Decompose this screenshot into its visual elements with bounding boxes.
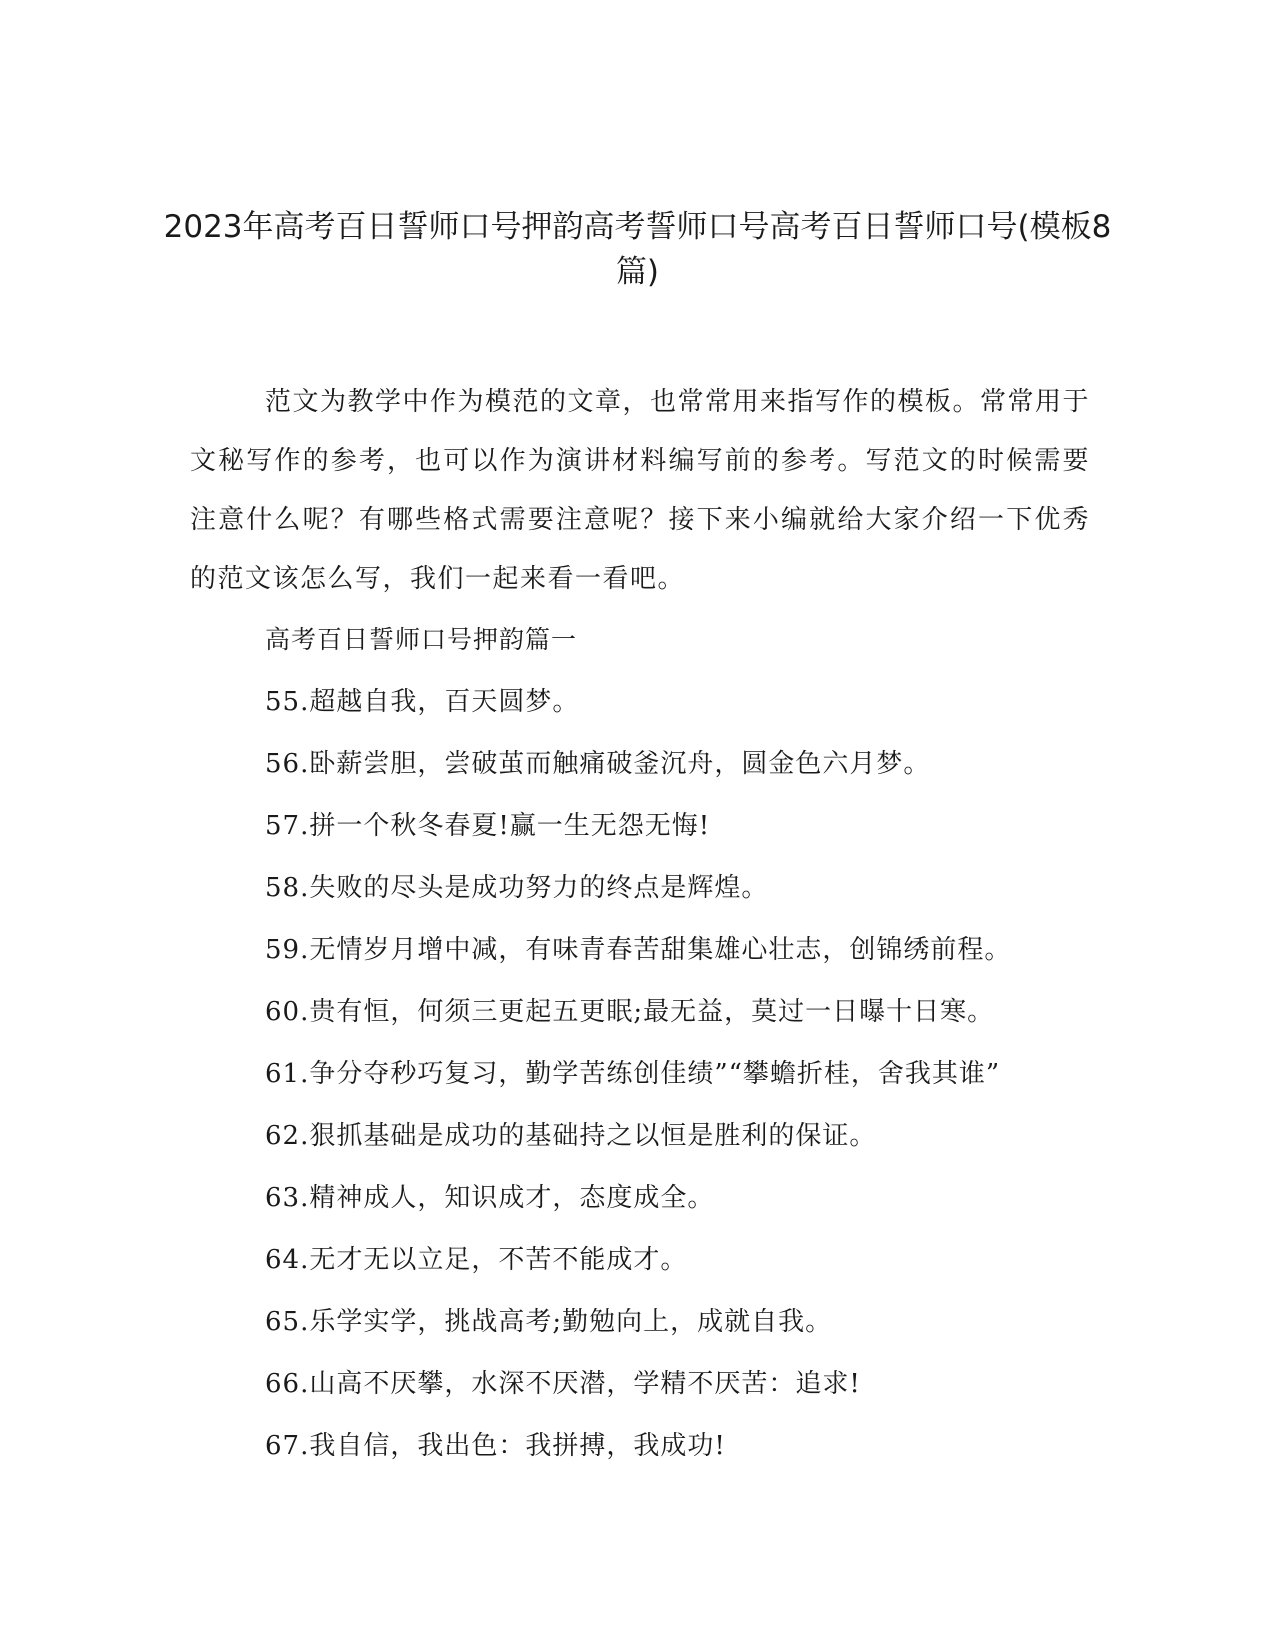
slogan-item: 63.精神成人，知识成才，态度成全。 [265,1183,715,1213]
slogan-item: 56.卧薪尝胆，尝破茧而触痛破釜沉舟，圆金色六月梦。 [265,749,931,779]
document-title: 2023年高考百日誓师口号押韵高考誓师口号高考百日誓师口号(模板8篇) [163,209,1112,290]
slogan-item: 62.狠抓基础是成功的基础持之以恒是胜利的保证。 [265,1121,877,1151]
slogan-item: 67.我自信，我出色：我拼搏，我成功! [265,1431,726,1461]
slogan-item: 58.失败的尽头是成功努力的终点是辉煌。 [265,873,769,903]
slogan-list [190,671,1090,1477]
intro-paragraph: 范文为教学中作为模范的文章，也常常用来指写作的模板。常常用于文秘写作的参考，也可以作为演讲材料编写前的参考。写范文的时候需要注意什么呢？有哪些格式需要注意呢？接下来小编就给大家介绍一下优秀的范文该怎么写，我们一起来看一看吧。 [190,387,1091,594]
document-body [190,373,1090,1477]
slogan-item: 66.山高不厌攀，水深不厌潜，学精不厌苦：追求! [265,1369,861,1399]
slogan-item: 57.拼一个秋冬春夏!赢一生无怨无悔! [265,811,711,841]
slogan-item: 59.无情岁月增中减，有味青春苦甜集雄心壮志，创锦绣前程。 [265,935,1012,965]
section-heading: 高考百日誓师口号押韵篇一 [265,625,578,654]
slogan-item: 64.无才无以立足，不苦不能成才。 [265,1245,688,1275]
slogan-item: 65.乐学实学，挑战高考;勤勉向上，成就自我。 [265,1307,833,1337]
slogan-item: 60.贵有恒，何须三更起五更眠;最无益，莫过一日曝十日寒。 [265,997,995,1027]
slogan-item: 55.超越自我，百天圆梦。 [265,687,580,717]
slogan-item: 61.争分夺秒巧复习，勤学苦练创佳绩”“攀蟾折桂，舍我其谁” [265,1059,1001,1089]
